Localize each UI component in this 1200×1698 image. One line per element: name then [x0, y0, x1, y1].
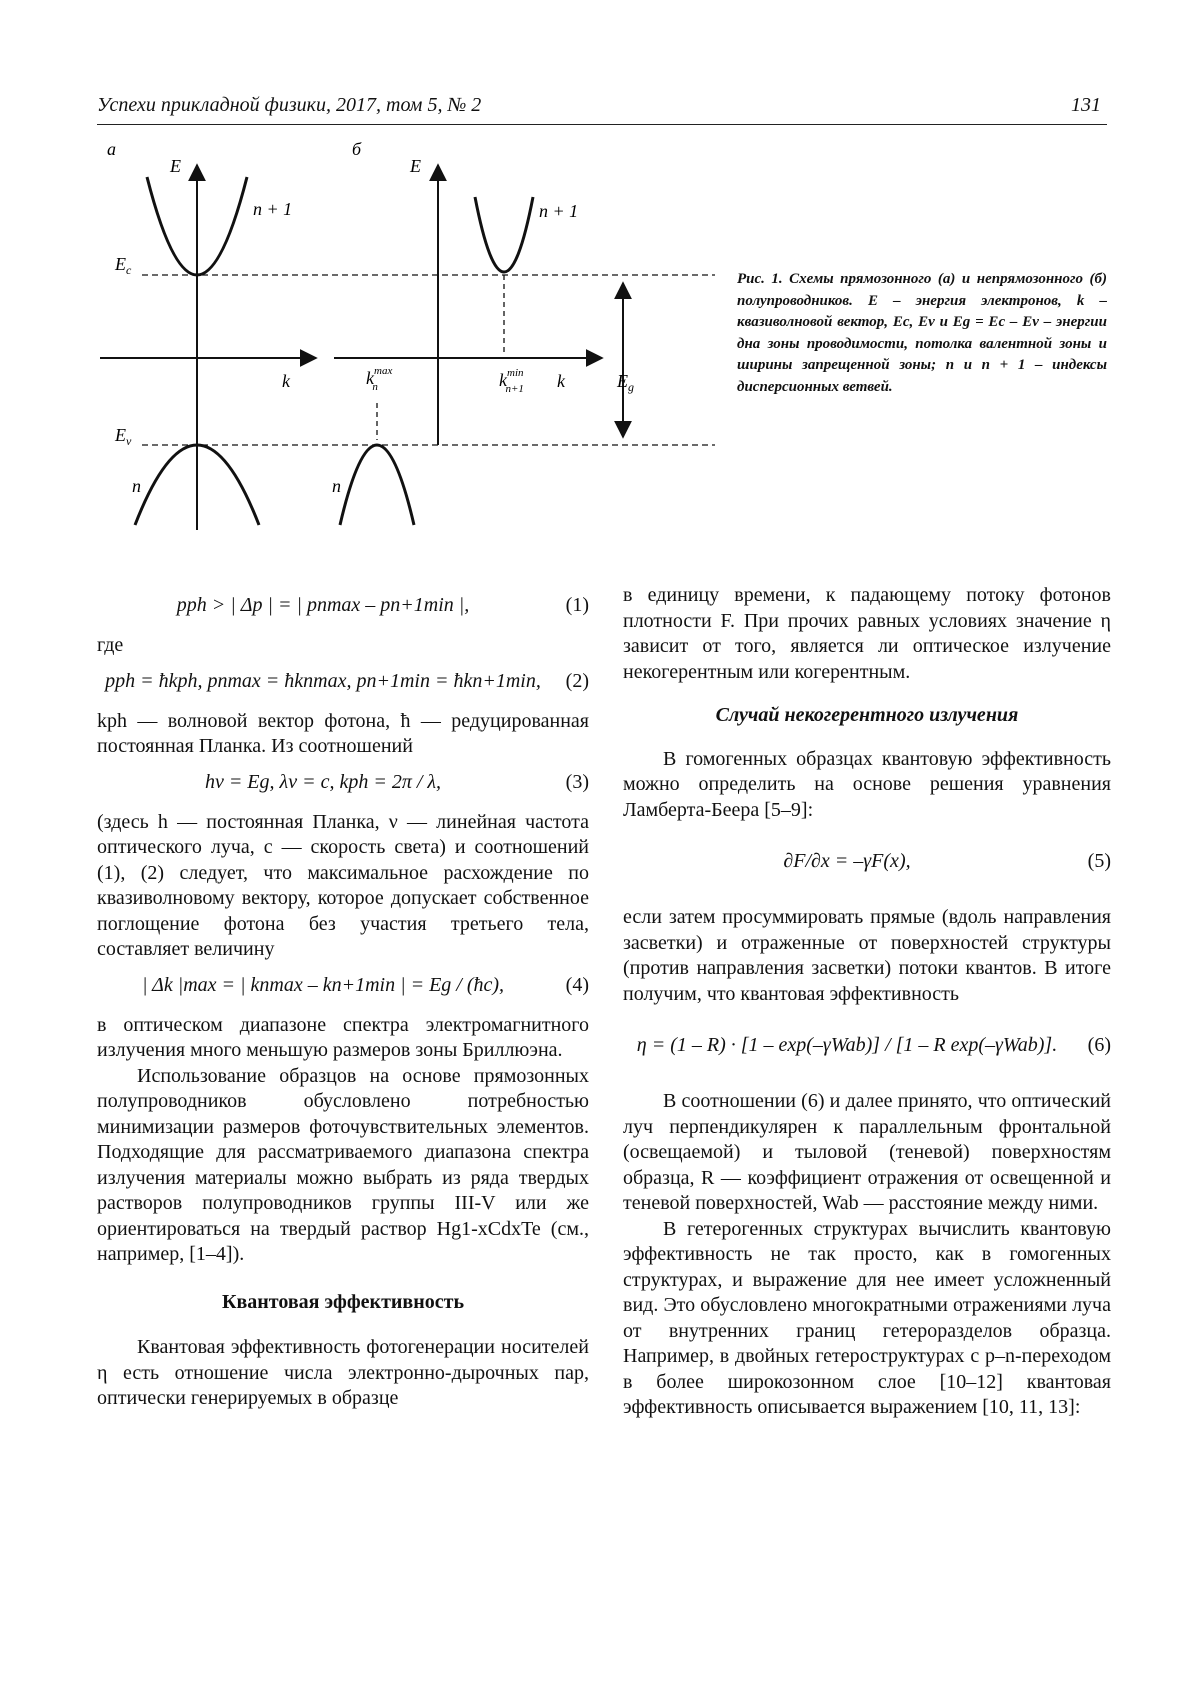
panel-a-label: а [107, 139, 116, 159]
left-column [97, 583, 589, 1412]
panel-a-ec-label: $E_c$ [115, 254, 132, 277]
equation-2-formula: pph = ħkph, pnmax = ħknmax, pn+1min = ħkn+1min, [105, 669, 541, 692]
panel-b-band-lower-label: n [332, 476, 341, 496]
panel-b-k-axis-label: k [557, 371, 565, 391]
section-heading-quantum-efficiency: Квантовая эффективность [221, 1290, 465, 1313]
equation-4-number: (4) [565, 973, 589, 996]
equation-5-number: (5) [1087, 850, 1111, 872]
figure-caption: Рис. 1. Схемы прямозонного (а) и непрямозонного (б) полупроводников. E – энергия электронов, k – квазиволновой вектор, Eс, Ev и Eg = Eс – Ev – энергии дна зоны проводимости, потолка валентной зоны и ширины запрещенной зоны; n и n + 1 – индексы дисперсионных ветвей. [737, 271, 1107, 395]
paragraph-planck: (здесь h — постоянная Планка, ν — линейная частота оптического луча, c — скорость света) и соотношений (1), (2) следует, что максимальное расхождение по квазиволновому вектору, которое допускает собственное поглощение фотона без участия третьего тела, составляет величину [97, 810, 589, 960]
paragraph-summation: если затем просуммировать прямые (вдоль направления засветки) и отраженные от поверхностей структуры (против направления засветки) потоки квантов. В итоге получим, что квантовая эффективность [623, 906, 1111, 1005]
panel-b-conduction-band [475, 197, 533, 272]
panel-a-k-axis-label: k [282, 371, 290, 391]
equation-4-formula: | Δk |max = | knmax – kn+1min | = Eg / (ħc), [141, 973, 505, 996]
paragraph-photon-flux: в единицу времени, к падающему потоку фотонов плотности F. При прочих равных условиях значение η зависит от того, является ли оптическое излучение некогерентным или когерентным. [623, 584, 1111, 683]
equation-1-formula: pph > | Δp | = | pnmax – pn+1min |, [176, 594, 470, 616]
equation-6-formula: η = (1 – R) · [1 – exp(–γWab)] / [1 – R exp(–γWab)]. [636, 1034, 1058, 1056]
paragraph-brillouin: в оптическом диапазоне спектра электромагнитного излучения много меньшую размеров зоны Бриллюэна. [97, 1013, 589, 1061]
paragraph-lambert-beer: В гомогенных образцах квантовую эффективность можно определить на основе решения уравнения Ламберта-Беера [5–9]: [623, 747, 1111, 821]
paragraph-perpendicular-beam: В соотношении (6) и далее принято, что оптический луч перпендикулярен к параллельным фронтальной (освещаемой) и тыловой (теневой) поверхностям образца, R — коэффициент отражения от освещенной и теневой поверхностей, Wab — расстояние между ними. [623, 1090, 1111, 1214]
equation-4 [97, 965, 589, 1011]
equation-5 [623, 841, 1111, 887]
where-label: где [97, 634, 124, 656]
equation-3 [97, 762, 589, 808]
equation-1-number: (1) [565, 594, 589, 616]
paragraph-direct-gap: Использование образцов на основе прямозонных полупроводников обусловлено потребностью минимизации размеров фоточувствительных элементов. Подходящие для рассматриваемого диапазона спектра излучения материалы можно выбрать из ряда твердых растворов полупроводников группы III-V или же ориентироваться на твердый раствор Hg1-xCdxTe (см., например, [1–4]). [97, 1064, 589, 1265]
panel-b-label: б [352, 139, 362, 159]
equation-1 [97, 585, 589, 631]
eg-label: $E_g$ [617, 371, 634, 394]
page-number: 131 [1071, 94, 1101, 116]
paragraph-quantum-efficiency: Квантовая эффективность фотогенерации носителей η есть отношение числа электронно-дырочных пар, оптически генерируемых в образце [97, 1336, 589, 1409]
panel-a-band-upper-label: n + 1 [253, 199, 293, 219]
equation-2-number: (2) [565, 669, 589, 692]
kmax-label: $k^{max}$ n [366, 365, 393, 393]
panel-a-energy-axis-label: E [170, 156, 181, 176]
journal-citation: Успехи прикладной физики, 2017, том 5, № 2 [97, 94, 482, 116]
equation-5-formula: ∂F/∂x = –γF(x), [783, 850, 911, 872]
equation-6 [623, 1025, 1111, 1071]
panel-b-valence-band [340, 445, 414, 525]
equation-3-formula: hν = Eg, λν = c, kph = 2π / λ, [204, 770, 442, 793]
right-column [623, 583, 1111, 1421]
equation-3-number: (3) [565, 770, 589, 793]
panel-b-energy-axis-label: E [410, 156, 421, 176]
kmin-label: $k^{min}$ n+1 [499, 367, 524, 395]
running-header [97, 94, 1107, 125]
panel-a-ev-label: $E_v$ [115, 425, 132, 448]
equation-2 [97, 661, 589, 707]
paragraph-wave-vector: kph — волновой вектор фотона, ħ — редуцированная постоянная Планка. Из соотношений [97, 709, 589, 757]
panel-b-band-upper-label: n + 1 [539, 201, 579, 221]
section-heading-incoherent: Случай некогерентного излучения [715, 704, 1019, 726]
paragraph-heterostructures: В гетерогенных структурах вычислить квантовую эффективность не так просто, как в гомогенных структурах, и выражение для нее имеет усложненный вид. Это обусловлено многократными отражениями луча от внутренних границ гетероразделов образца. Например, в двойных гетероструктурах с p–n-переходом в более широкозонном слое [10–12] квантовая эффективность описывается выражением [10, 11, 13]: [623, 1217, 1111, 1418]
panel-a-band-lower-label: n [132, 476, 141, 496]
band-diagram-figure [90, 135, 730, 555]
equation-6-number: (6) [1087, 1034, 1111, 1056]
